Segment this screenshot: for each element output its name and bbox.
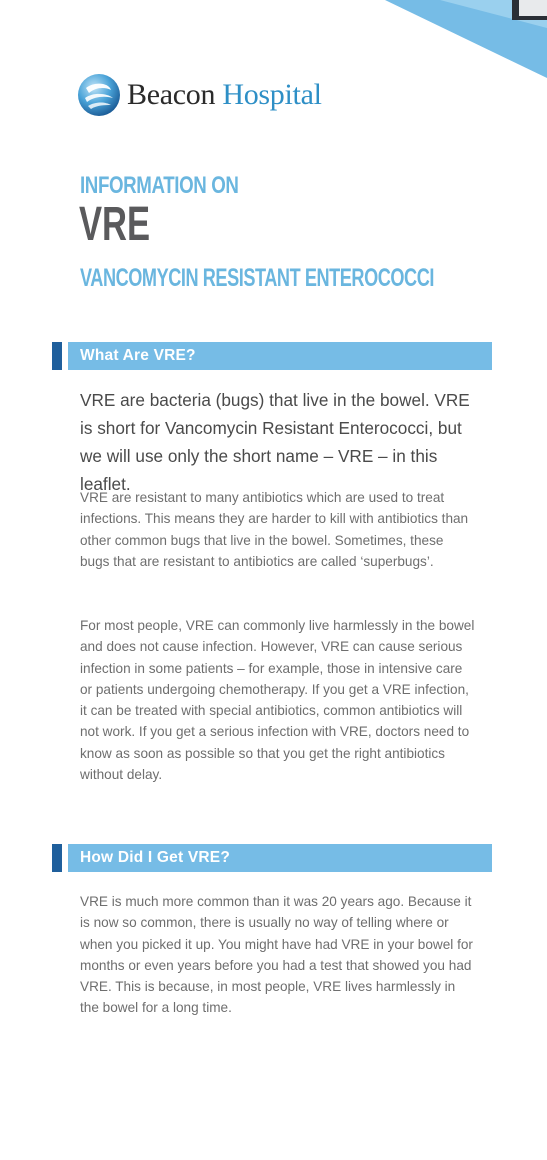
section-header-what-are-vre [52,342,492,370]
title-intro: INFORMATION ON [80,172,239,199]
section-heading: How Did I Get VRE? [80,849,230,866]
body-paragraph: VRE is much more common than it was 20 years ago. Because it is now so common, there is usually no way of telling where or when you picked it up. You might have had VRE in your bowel for months or even years before you had a test that showed you had VRE. This is because, in most people, VRE lives harmlessly in the bowel for a long time. [80,894,473,1016]
body-paragraph: VRE are resistant to many antibiotics which are used to treat infections. This means they are harder to kill with antibiotics than other common bugs that live in the bowel. Sometimes, these bugs that are resistant to antibiotics are called ‘superbugs’. [80,490,469,569]
logo-wordmark [127,80,322,110]
section-header-how-did-i-get-vre [52,844,492,872]
section-marker [52,342,62,370]
logo-word-beacon: Beacon [127,78,216,111]
hospital-logo [77,73,322,117]
title-acronym: VRE [79,198,151,251]
section-heading: What Are VRE? [80,347,196,364]
body-paragraph: For most people, VRE can commonly live harmlessly in the bowel and does not cause infection. However, VRE can cause serious infection in some patients – for example, those in intensive care or patients undergoing chemotherapy. If you get a VRE infection, it can be treated with special antibiotics, common antibiotics will not work. If you get a serious infection with VRE, doctors need to know as soon as possible so that you get the right antibiotics without delay. [80,618,475,783]
section-marker [52,844,62,872]
beacon-logo-icon [77,73,121,117]
lead-paragraph: VRE are bacteria (bugs) that live in the bowel. VRE is short for Vancomycin Resistant Enterococci, but we will use only the short name – VRE – in this leaflet. [80,390,470,494]
title-full-name: VANCOMYCIN RESISTANT ENTEROCOCCI [80,264,434,292]
logo-word-hospital: Hospital [222,78,322,111]
